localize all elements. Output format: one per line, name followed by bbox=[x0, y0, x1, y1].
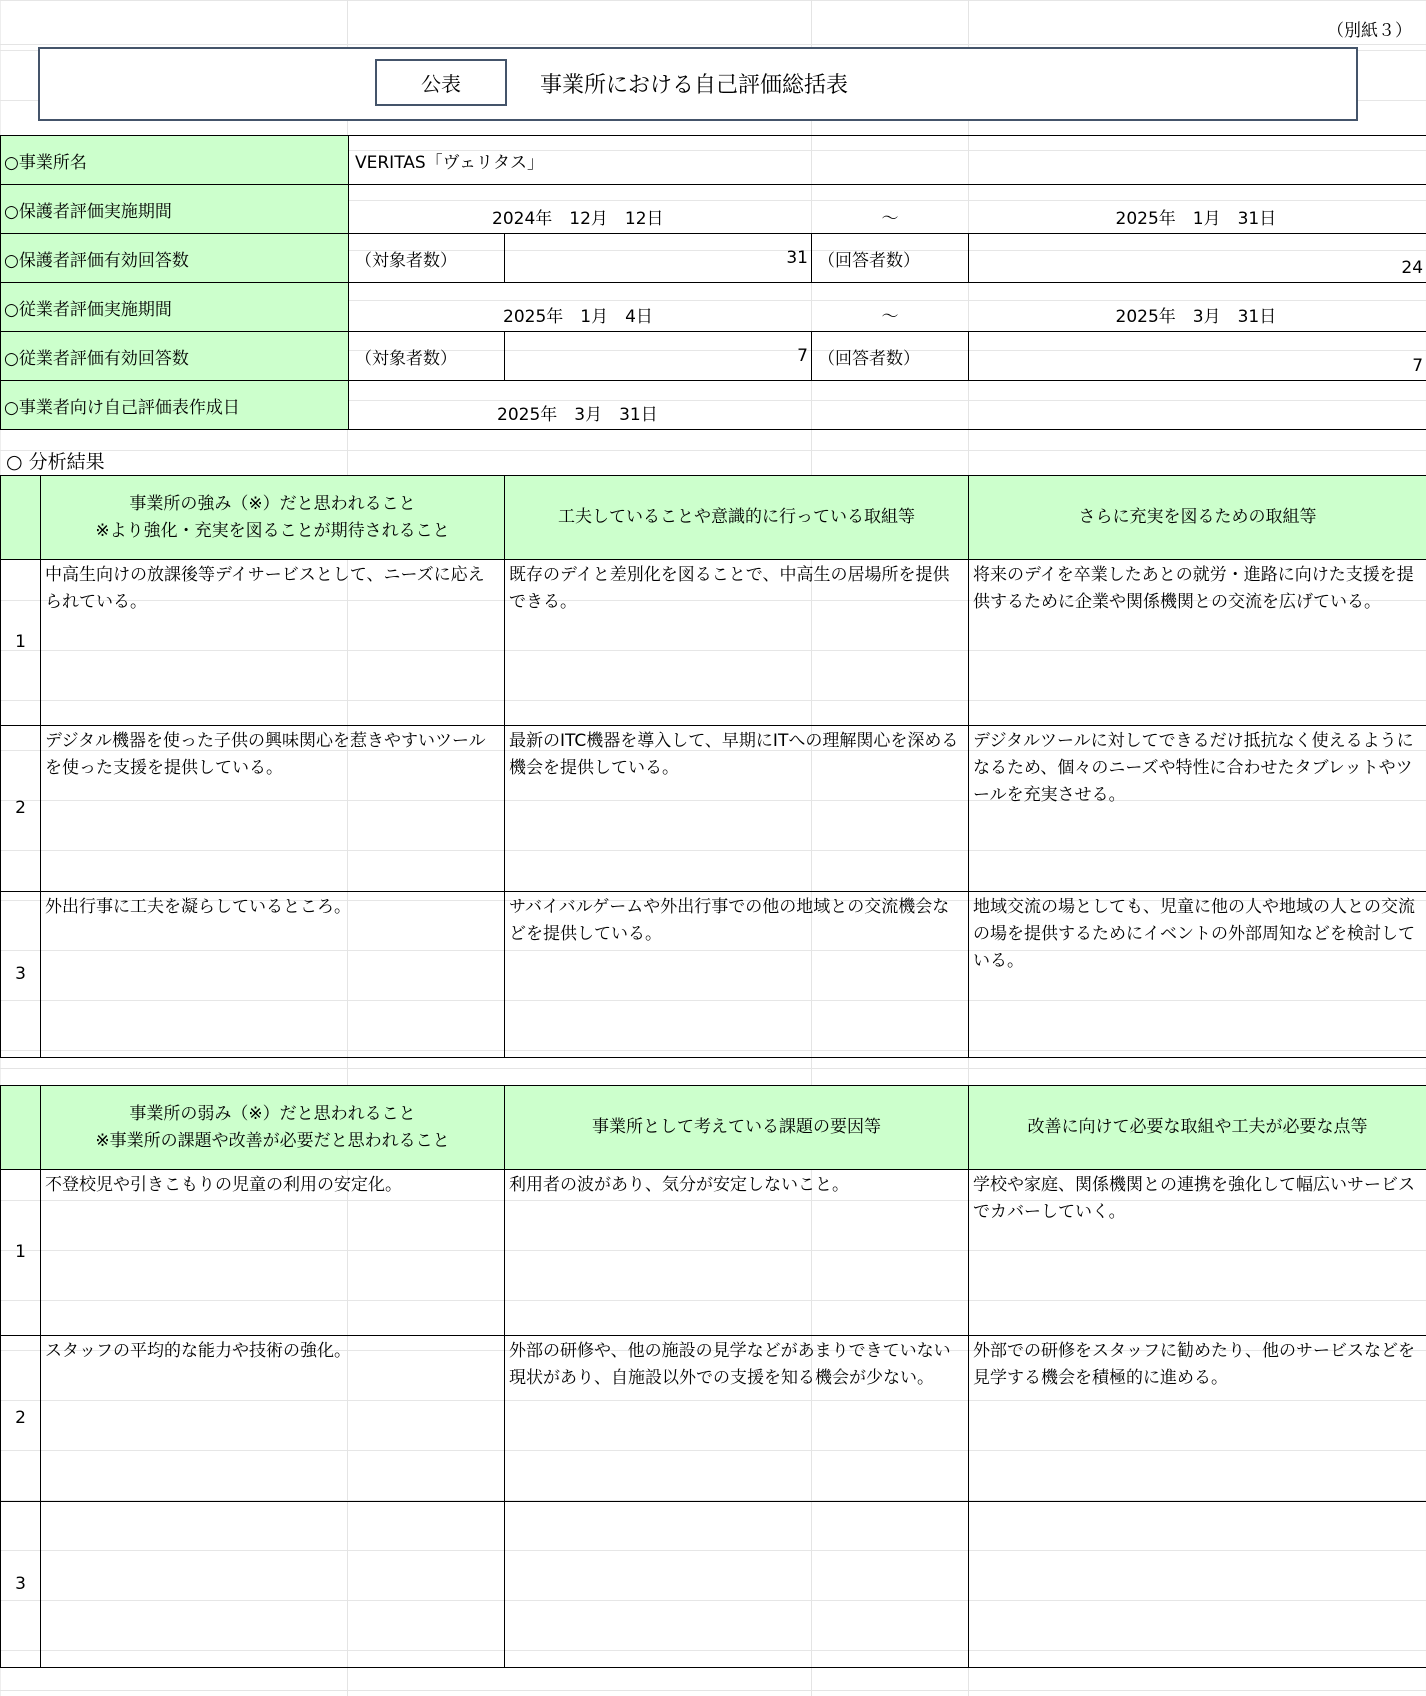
further-cell: デジタルツールに対してできるだけ抵抗なく使えるようになるため、個々のニーズや特性に合わせたタブレットやツールを充実させる。 bbox=[969, 726, 1426, 892]
info-table bbox=[0, 135, 1426, 430]
table-row bbox=[1, 726, 1426, 892]
guardian-period-row bbox=[1, 185, 1426, 234]
cause-cell bbox=[505, 1502, 969, 1668]
staff-target-count: 7 bbox=[505, 332, 812, 381]
staff-answer-label: （回答者数） bbox=[812, 332, 969, 381]
guardian-answers-label: ○保護者評価有効回答数 bbox=[1, 234, 349, 283]
improve-cell: 外部での研修をスタッフに勧めたり、他のサービスなどを見学する機会を積極的に進める。 bbox=[969, 1336, 1426, 1502]
row-number: 3 bbox=[1, 892, 41, 1058]
gridline bbox=[0, 1690, 1426, 1691]
header-improve: 改善に向けて必要な取組や工夫が必要な点等 bbox=[969, 1086, 1426, 1170]
strength-cell: 外出行事に工夫を凝らしているところ。 bbox=[41, 892, 505, 1058]
title-box bbox=[38, 47, 1358, 121]
cause-cell: 利用者の波があり、気分が安定しないこと。 bbox=[505, 1170, 969, 1336]
gridline bbox=[0, 1068, 1426, 1069]
staff-period-tilde: ～ bbox=[812, 283, 969, 332]
guardian-period-tilde: ～ bbox=[812, 185, 969, 234]
header-strength bbox=[41, 476, 505, 560]
guardian-period-start: 2024年 12月 12日 bbox=[349, 185, 812, 234]
staff-answer-count: 7 bbox=[969, 332, 1426, 381]
weakness-cell: 不登校児や引きこもりの児童の利用の安定化。 bbox=[41, 1170, 505, 1336]
gridline bbox=[0, 44, 1426, 45]
office-name-label: ○事業所名 bbox=[1, 136, 349, 185]
guardian-period-label: ○保護者評価実施期間 bbox=[1, 185, 349, 234]
header-cause: 事業所として考えている課題の要因等 bbox=[505, 1086, 969, 1170]
cause-cell: 外部の研修や、他の施設の見学などがあまりできていない現状があり、自施設以外での支援を知る機会が少ない。 bbox=[505, 1336, 969, 1502]
header-weakness-note: ※事業所の課題や改善が必要だと思われること bbox=[95, 1130, 450, 1151]
staff-period-label: ○従業者評価実施期間 bbox=[1, 283, 349, 332]
strength-cell: 中高生向けの放課後等デイサービスとして、ニーズに応えられている。 bbox=[41, 560, 505, 726]
staff-period-end: 2025年 3月 31日 bbox=[969, 283, 1426, 332]
table-row bbox=[1, 1502, 1426, 1668]
weaknesses-table bbox=[0, 1085, 1426, 1668]
guardian-target-label: （対象者数） bbox=[349, 234, 505, 283]
header-strength-main: 事業所の強み（※）だと思われること bbox=[129, 493, 416, 514]
row-number: 1 bbox=[1, 1170, 41, 1336]
header-effort: 工夫していることや意識的に行っている取組等 bbox=[505, 476, 969, 560]
document-title: 事業所における自己評価総括表 bbox=[540, 73, 849, 98]
effort-cell: サバイバルゲームや外出行事での他の地域との交流機会などを提供している。 bbox=[505, 892, 969, 1058]
header-strength-note: ※より強化・充実を図ることが期待されること bbox=[95, 520, 450, 541]
header-no bbox=[1, 1086, 41, 1170]
staff-period-start: 2025年 1月 4日 bbox=[349, 283, 812, 332]
weakness-cell bbox=[41, 1502, 505, 1668]
table-row bbox=[1, 892, 1426, 1058]
improve-cell bbox=[969, 1502, 1426, 1668]
office-name-row bbox=[1, 136, 1426, 185]
row-number: 2 bbox=[1, 1336, 41, 1502]
created-label: ○事業者向け自己評価表作成日 bbox=[1, 381, 349, 430]
created-row bbox=[1, 381, 1426, 430]
strengths-header-row bbox=[1, 476, 1426, 560]
annex-label: （別紙３） bbox=[1327, 21, 1412, 41]
staff-target-label: （対象者数） bbox=[349, 332, 505, 381]
staff-period-row bbox=[1, 283, 1426, 332]
staff-answers-label: ○従業者評価有効回答数 bbox=[1, 332, 349, 381]
improve-cell: 学校や家庭、関係機関との連携を強化して幅広いサービスでカバーしていく。 bbox=[969, 1170, 1426, 1336]
header-weakness bbox=[41, 1086, 505, 1170]
analysis-label: ○ 分析結果 bbox=[6, 451, 105, 473]
weakness-cell: スタッフの平均的な能力や技術の強化。 bbox=[41, 1336, 505, 1502]
staff-answers-row bbox=[1, 332, 1426, 381]
guardian-answer-label: （回答者数） bbox=[812, 234, 969, 283]
public-badge: 公表 bbox=[375, 59, 507, 106]
table-row bbox=[1, 1170, 1426, 1336]
weaknesses-header-row bbox=[1, 1086, 1426, 1170]
guardian-target-count: 31 bbox=[505, 234, 812, 283]
created-date: 2025年 3月 31日 bbox=[349, 381, 1426, 430]
effort-cell: 既存のデイと差別化を図ることで、中高生の居場所を提供できる。 bbox=[505, 560, 969, 726]
further-cell: 将来のデイを卒業したあとの就労・進路に向けた支援を提供するために企業や関係機関との交流を広げている。 bbox=[969, 560, 1426, 726]
row-number: 3 bbox=[1, 1502, 41, 1668]
guardian-period-end: 2025年 1月 31日 bbox=[969, 185, 1426, 234]
table-row bbox=[1, 1336, 1426, 1502]
guardian-answers-row bbox=[1, 234, 1426, 283]
office-name-value: VERITAS「ヴェリタス」 bbox=[349, 136, 1426, 185]
header-weakness-main: 事業所の弱み（※）だと思われること bbox=[129, 1103, 416, 1124]
row-number: 1 bbox=[1, 560, 41, 726]
table-row bbox=[1, 560, 1426, 726]
header-no bbox=[1, 476, 41, 560]
strength-cell: デジタル機器を使った子供の興味関心を惹きやすいツールを使った支援を提供している。 bbox=[41, 726, 505, 892]
guardian-answer-count: 24 bbox=[969, 234, 1426, 283]
effort-cell: 最新のITC機器を導入して、早期にITへの理解関心を深める機会を提供している。 bbox=[505, 726, 969, 892]
strengths-table bbox=[0, 475, 1426, 1058]
row-number: 2 bbox=[1, 726, 41, 892]
header-further: さらに充実を図るための取組等 bbox=[969, 476, 1426, 560]
further-cell: 地域交流の場としても、児童に他の人や地域の人との交流の場を提供するためにイベントの外部周知などを検討している。 bbox=[969, 892, 1426, 1058]
